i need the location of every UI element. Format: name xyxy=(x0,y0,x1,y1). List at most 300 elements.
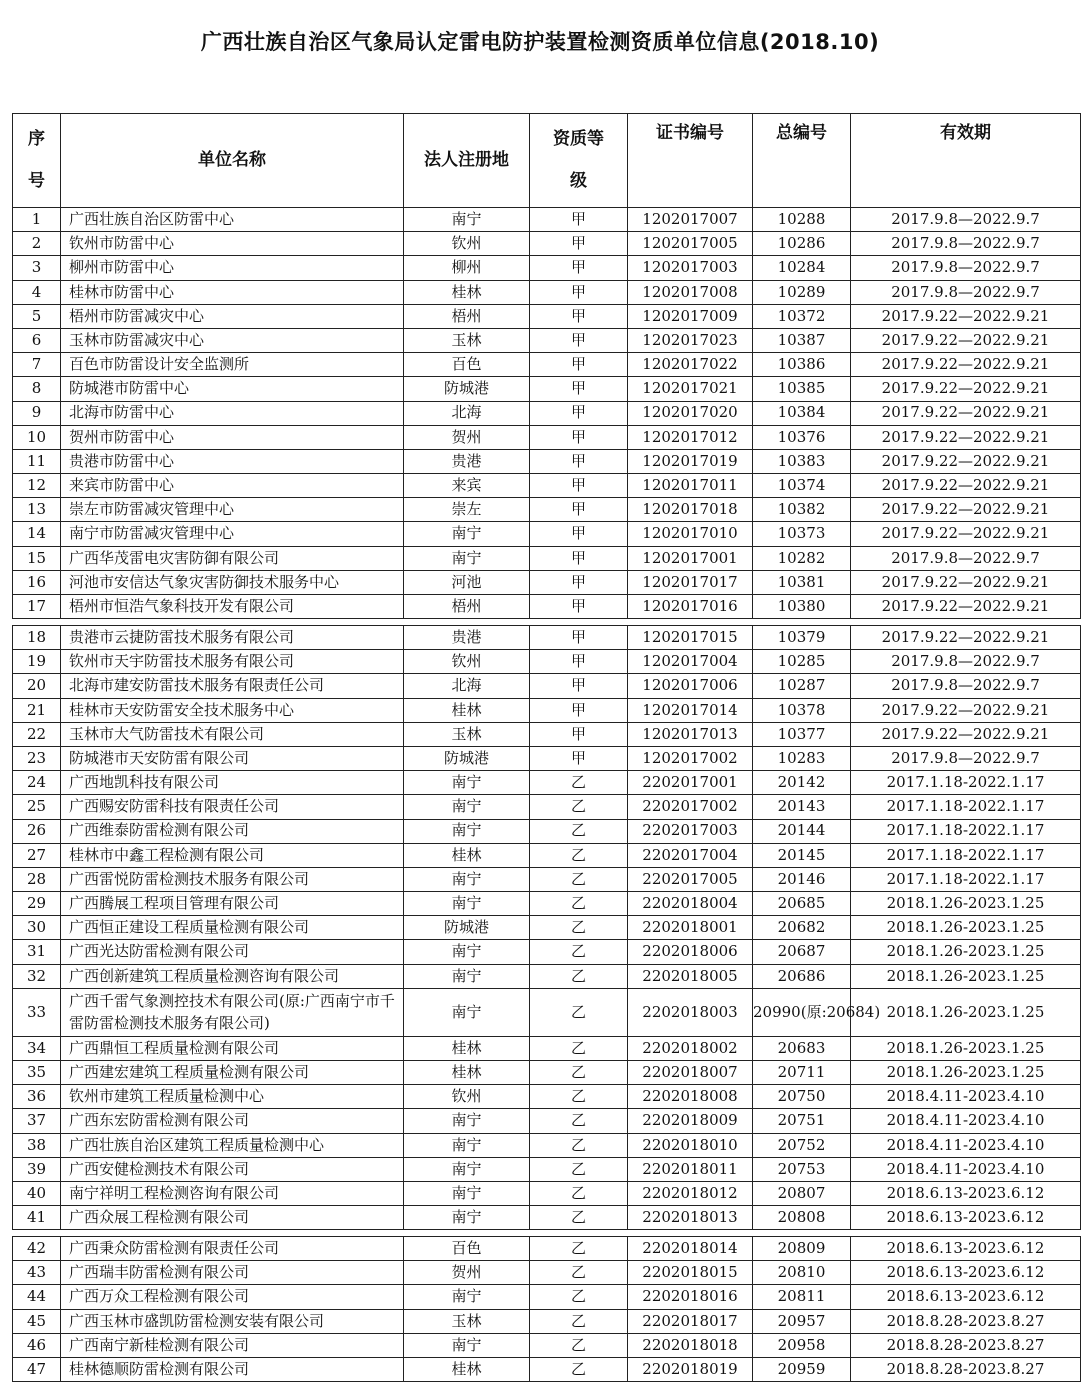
page-title: 广西壮族自治区气象局认定雷电防护装置检测资质单位信息(2018.10) xyxy=(200,30,880,54)
cell-cert-no: 1202017006 xyxy=(628,674,753,698)
cell-place: 南宁 xyxy=(404,1206,530,1230)
cell-total-no: 10386 xyxy=(753,353,851,377)
cell-cert-no: 1202017003 xyxy=(628,256,753,280)
cell-grade: 乙 xyxy=(530,1309,628,1333)
cell-cert-no: 1202017004 xyxy=(628,650,753,674)
table-row xyxy=(13,1333,1081,1357)
cell-unit-name: 贵港市云捷防雷技术服务有限公司 xyxy=(61,626,404,650)
cell-total-no: 10288 xyxy=(753,208,851,232)
cell-unit-name: 百色市防雷设计安全监测所 xyxy=(61,353,404,377)
cell-cert-no: 2202018001 xyxy=(628,916,753,940)
cell-grade: 甲 xyxy=(530,208,628,232)
cell-valid-period: 2018.1.26-2023.1.25 xyxy=(851,988,1081,1036)
cell-unit-name: 广西壮族自治区防雷中心 xyxy=(61,208,404,232)
cell-valid-period: 2017.9.22—2022.9.21 xyxy=(851,425,1081,449)
table-row xyxy=(13,208,1081,232)
cell-grade: 甲 xyxy=(530,425,628,449)
cell-grade: 乙 xyxy=(530,867,628,891)
header-cert: 证书编号 xyxy=(628,114,753,208)
cell-valid-period: 2018.1.26-2023.1.25 xyxy=(851,892,1081,916)
cell-cert-no: 2202018014 xyxy=(628,1237,753,1261)
cell-seq: 37 xyxy=(13,1109,61,1133)
cell-grade: 乙 xyxy=(530,1157,628,1181)
cell-unit-name: 广西光达防雷检测有限公司 xyxy=(61,940,404,964)
cell-cert-no: 1202017014 xyxy=(628,698,753,722)
cell-grade: 甲 xyxy=(530,674,628,698)
cell-place: 南宁 xyxy=(404,795,530,819)
cell-valid-period: 2018.4.11-2023.4.10 xyxy=(851,1085,1081,1109)
cell-total-no: 20145 xyxy=(753,843,851,867)
table-row xyxy=(13,795,1081,819)
cell-place: 南宁 xyxy=(404,1133,530,1157)
cell-unit-name: 钦州市防雷中心 xyxy=(61,232,404,256)
cell-grade: 甲 xyxy=(530,280,628,304)
cell-cert-no: 1202017018 xyxy=(628,498,753,522)
cell-valid-period: 2018.4.11-2023.4.10 xyxy=(851,1109,1081,1133)
cell-total-no: 10376 xyxy=(753,425,851,449)
table-row xyxy=(13,1157,1081,1181)
table-row xyxy=(13,650,1081,674)
cell-unit-name: 广西华茂雷电灾害防御有限公司 xyxy=(61,546,404,570)
cell-seq: 45 xyxy=(13,1309,61,1333)
cell-grade: 乙 xyxy=(530,1206,628,1230)
cell-cert-no: 2202017003 xyxy=(628,819,753,843)
cell-place: 南宁 xyxy=(404,892,530,916)
cell-place: 北海 xyxy=(404,674,530,698)
cell-seq: 32 xyxy=(13,964,61,988)
cell-valid-period: 2018.6.13-2023.6.12 xyxy=(851,1285,1081,1309)
cell-unit-name: 防城港市防雷中心 xyxy=(61,377,404,401)
cell-seq: 27 xyxy=(13,843,61,867)
cell-seq: 39 xyxy=(13,1157,61,1181)
cell-unit-name: 梧州市恒浩气象科技开发有限公司 xyxy=(61,595,404,619)
cell-seq: 19 xyxy=(13,650,61,674)
cell-total-no: 10286 xyxy=(753,232,851,256)
qualification-table-part-2 xyxy=(12,625,1081,1230)
cell-cert-no: 2202018019 xyxy=(628,1357,753,1381)
cell-grade: 乙 xyxy=(530,1085,628,1109)
cell-total-no: 10377 xyxy=(753,722,851,746)
cell-place: 南宁 xyxy=(404,771,530,795)
table-row xyxy=(13,377,1081,401)
cell-unit-name: 广西秉众防雷检测有限责任公司 xyxy=(61,1237,404,1261)
cell-total-no: 20957 xyxy=(753,1309,851,1333)
cell-total-no: 20685 xyxy=(753,892,851,916)
cell-seq: 14 xyxy=(13,522,61,546)
cell-place: 桂林 xyxy=(404,843,530,867)
table-row xyxy=(13,1285,1081,1309)
header-place: 法人注册地 xyxy=(404,114,530,208)
cell-seq: 43 xyxy=(13,1261,61,1285)
cell-cert-no: 1202017023 xyxy=(628,328,753,352)
cell-cert-no: 1202017011 xyxy=(628,474,753,498)
cell-place: 钦州 xyxy=(404,1085,530,1109)
cell-place: 南宁 xyxy=(404,867,530,891)
cell-total-no: 20808 xyxy=(753,1206,851,1230)
cell-place: 贺州 xyxy=(404,425,530,449)
cell-seq: 28 xyxy=(13,867,61,891)
cell-unit-name: 广西建宏建筑工程质量检测有限公司 xyxy=(61,1061,404,1085)
cell-unit-name: 梧州市防雷减灾中心 xyxy=(61,304,404,328)
cell-seq: 8 xyxy=(13,377,61,401)
cell-total-no: 10384 xyxy=(753,401,851,425)
cell-unit-name: 北海市建安防雷技术服务有限责任公司 xyxy=(61,674,404,698)
cell-seq: 29 xyxy=(13,892,61,916)
cell-cert-no: 1202017008 xyxy=(628,280,753,304)
cell-place: 南宁 xyxy=(404,940,530,964)
cell-seq: 26 xyxy=(13,819,61,843)
cell-seq: 2 xyxy=(13,232,61,256)
cell-total-no: 20810 xyxy=(753,1261,851,1285)
cell-grade: 甲 xyxy=(530,570,628,594)
cell-seq: 47 xyxy=(13,1357,61,1381)
cell-seq: 36 xyxy=(13,1085,61,1109)
table-row xyxy=(13,964,1081,988)
cell-grade: 乙 xyxy=(530,1285,628,1309)
cell-unit-name: 广西地凯科技有限公司 xyxy=(61,771,404,795)
cell-total-no: 10289 xyxy=(753,280,851,304)
cell-valid-period: 2018.4.11-2023.4.10 xyxy=(851,1133,1081,1157)
cell-grade: 甲 xyxy=(530,650,628,674)
cell-seq: 35 xyxy=(13,1061,61,1085)
cell-valid-period: 2017.9.8—2022.9.7 xyxy=(851,546,1081,570)
cell-cert-no: 2202018017 xyxy=(628,1309,753,1333)
cell-grade: 乙 xyxy=(530,819,628,843)
cell-cert-no: 2202018006 xyxy=(628,940,753,964)
cell-valid-period: 2017.9.8—2022.9.7 xyxy=(851,232,1081,256)
cell-place: 崇左 xyxy=(404,498,530,522)
table-row xyxy=(13,674,1081,698)
cell-place: 玉林 xyxy=(404,1309,530,1333)
cell-place: 南宁 xyxy=(404,819,530,843)
cell-cert-no: 2202018003 xyxy=(628,988,753,1036)
cell-total-no: 20146 xyxy=(753,867,851,891)
cell-unit-name: 广西壮族自治区建筑工程质量检测中心 xyxy=(61,1133,404,1157)
cell-place: 南宁 xyxy=(404,208,530,232)
cell-seq: 22 xyxy=(13,722,61,746)
cell-place: 南宁 xyxy=(404,1181,530,1205)
cell-cert-no: 2202018004 xyxy=(628,892,753,916)
cell-place: 来宾 xyxy=(404,474,530,498)
cell-unit-name: 广西恒正建设工程质量检测有限公司 xyxy=(61,916,404,940)
cell-seq: 13 xyxy=(13,498,61,522)
cell-place: 防城港 xyxy=(404,746,530,770)
cell-cert-no: 1202017009 xyxy=(628,304,753,328)
cell-grade: 乙 xyxy=(530,1133,628,1157)
cell-total-no: 20687 xyxy=(753,940,851,964)
cell-valid-period: 2018.1.26-2023.1.25 xyxy=(851,964,1081,988)
cell-place: 玉林 xyxy=(404,722,530,746)
cell-seq: 5 xyxy=(13,304,61,328)
table-row xyxy=(13,1206,1081,1230)
cell-valid-period: 2017.9.8—2022.9.7 xyxy=(851,256,1081,280)
cell-unit-name: 广西万众工程检测有限公司 xyxy=(61,1285,404,1309)
cell-unit-name: 广西东宏防雷检测有限公司 xyxy=(61,1109,404,1133)
cell-cert-no: 2202018012 xyxy=(628,1181,753,1205)
cell-cert-no: 1202017020 xyxy=(628,401,753,425)
cell-seq: 9 xyxy=(13,401,61,425)
cell-seq: 41 xyxy=(13,1206,61,1230)
cell-total-no: 10379 xyxy=(753,626,851,650)
cell-seq: 3 xyxy=(13,256,61,280)
cell-unit-name: 桂林市防雷中心 xyxy=(61,280,404,304)
cell-seq: 20 xyxy=(13,674,61,698)
table-row xyxy=(13,916,1081,940)
header-grade-line1: 资质等 xyxy=(553,128,604,149)
cell-grade: 乙 xyxy=(530,1237,628,1261)
cell-total-no: 20990(原:20684) xyxy=(753,988,851,1036)
cell-grade: 甲 xyxy=(530,256,628,280)
cell-unit-name: 广西赐安防雷科技有限责任公司 xyxy=(61,795,404,819)
cell-cert-no: 2202018007 xyxy=(628,1061,753,1085)
cell-grade: 甲 xyxy=(530,449,628,473)
cell-grade: 甲 xyxy=(530,595,628,619)
cell-grade: 乙 xyxy=(530,1036,628,1060)
cell-grade: 乙 xyxy=(530,795,628,819)
cell-total-no: 10373 xyxy=(753,522,851,546)
cell-unit-name: 来宾市防雷中心 xyxy=(61,474,404,498)
cell-total-no: 10387 xyxy=(753,328,851,352)
table-row xyxy=(13,722,1081,746)
cell-grade: 甲 xyxy=(530,522,628,546)
cell-seq: 31 xyxy=(13,940,61,964)
cell-cert-no: 2202018016 xyxy=(628,1285,753,1309)
cell-valid-period: 2017.9.22—2022.9.21 xyxy=(851,401,1081,425)
cell-total-no: 20711 xyxy=(753,1061,851,1085)
cell-valid-period: 2017.1.18-2022.1.17 xyxy=(851,771,1081,795)
table-row xyxy=(13,401,1081,425)
cell-seq: 40 xyxy=(13,1181,61,1205)
table-row xyxy=(13,328,1081,352)
cell-valid-period: 2017.9.22—2022.9.21 xyxy=(851,722,1081,746)
cell-total-no: 10282 xyxy=(753,546,851,570)
cell-cert-no: 1202017010 xyxy=(628,522,753,546)
cell-valid-period: 2017.9.8—2022.9.7 xyxy=(851,746,1081,770)
cell-total-no: 20811 xyxy=(753,1285,851,1309)
header-total: 总编号 xyxy=(753,114,851,208)
cell-grade: 甲 xyxy=(530,353,628,377)
cell-grade: 乙 xyxy=(530,1109,628,1133)
cell-valid-period: 2018.6.13-2023.6.12 xyxy=(851,1237,1081,1261)
cell-total-no: 10285 xyxy=(753,650,851,674)
cell-place: 南宁 xyxy=(404,988,530,1036)
cell-unit-name: 河池市安信达气象灾害防御技术服务中心 xyxy=(61,570,404,594)
cell-unit-name: 防城港市天安防雷有限公司 xyxy=(61,746,404,770)
cell-cert-no: 2202017002 xyxy=(628,795,753,819)
cell-unit-name: 广西众展工程检测有限公司 xyxy=(61,1206,404,1230)
cell-grade: 乙 xyxy=(530,916,628,940)
cell-valid-period: 2017.9.22—2022.9.21 xyxy=(851,474,1081,498)
cell-cert-no: 1202017007 xyxy=(628,208,753,232)
table-row xyxy=(13,819,1081,843)
table-row xyxy=(13,1061,1081,1085)
table-row xyxy=(13,988,1081,1036)
cell-total-no: 10385 xyxy=(753,377,851,401)
cell-cert-no: 1202017012 xyxy=(628,425,753,449)
cell-unit-name: 柳州市防雷中心 xyxy=(61,256,404,280)
cell-cert-no: 2202017005 xyxy=(628,867,753,891)
cell-total-no: 20142 xyxy=(753,771,851,795)
cell-unit-name: 广西鼎恒工程质量检测有限公司 xyxy=(61,1036,404,1060)
cell-cert-no: 2202018015 xyxy=(628,1261,753,1285)
cell-cert-no: 1202017017 xyxy=(628,570,753,594)
table-row xyxy=(13,1109,1081,1133)
cell-place: 桂林 xyxy=(404,698,530,722)
cell-valid-period: 2017.9.22—2022.9.21 xyxy=(851,595,1081,619)
table-row xyxy=(13,570,1081,594)
table-row xyxy=(13,280,1081,304)
cell-valid-period: 2017.1.18-2022.1.17 xyxy=(851,867,1081,891)
cell-unit-name: 贵港市防雷中心 xyxy=(61,449,404,473)
cell-valid-period: 2017.9.22—2022.9.21 xyxy=(851,377,1081,401)
table-row xyxy=(13,256,1081,280)
cell-unit-name: 桂林德顺防雷检测有限公司 xyxy=(61,1357,404,1381)
header-seq xyxy=(13,114,61,208)
cell-cert-no: 1202017001 xyxy=(628,546,753,570)
cell-unit-name: 玉林市防雷减灾中心 xyxy=(61,328,404,352)
cell-valid-period: 2018.6.13-2023.6.12 xyxy=(851,1206,1081,1230)
cell-valid-period: 2018.1.26-2023.1.25 xyxy=(851,1036,1081,1060)
cell-place: 南宁 xyxy=(404,522,530,546)
table-row xyxy=(13,1133,1081,1157)
cell-valid-period: 2018.6.13-2023.6.12 xyxy=(851,1261,1081,1285)
cell-grade: 乙 xyxy=(530,1261,628,1285)
cell-total-no: 10380 xyxy=(753,595,851,619)
cell-valid-period: 2018.4.11-2023.4.10 xyxy=(851,1157,1081,1181)
cell-cert-no: 1202017016 xyxy=(628,595,753,619)
cell-valid-period: 2018.8.28-2023.8.27 xyxy=(851,1333,1081,1357)
cell-grade: 甲 xyxy=(530,722,628,746)
cell-valid-period: 2017.9.22—2022.9.21 xyxy=(851,304,1081,328)
cell-valid-period: 2017.9.22—2022.9.21 xyxy=(851,449,1081,473)
cell-total-no: 10378 xyxy=(753,698,851,722)
cell-unit-name: 广西安健检测技术有限公司 xyxy=(61,1157,404,1181)
cell-seq: 24 xyxy=(13,771,61,795)
cell-total-no: 20683 xyxy=(753,1036,851,1060)
cell-unit-name: 广西玉林市盛凯防雷检测安装有限公司 xyxy=(61,1309,404,1333)
cell-cert-no: 2202017001 xyxy=(628,771,753,795)
cell-cert-no: 2202018010 xyxy=(628,1133,753,1157)
table-row xyxy=(13,771,1081,795)
cell-seq: 7 xyxy=(13,353,61,377)
cell-unit-name: 桂林市中鑫工程检测有限公司 xyxy=(61,843,404,867)
cell-grade: 甲 xyxy=(530,474,628,498)
cell-valid-period: 2018.1.26-2023.1.25 xyxy=(851,916,1081,940)
cell-place: 南宁 xyxy=(404,546,530,570)
cell-total-no: 20144 xyxy=(753,819,851,843)
cell-seq: 17 xyxy=(13,595,61,619)
qualification-table-part-1 xyxy=(12,113,1081,619)
cell-place: 梧州 xyxy=(404,595,530,619)
cell-unit-name: 广西创新建筑工程质量检测咨询有限公司 xyxy=(61,964,404,988)
cell-place: 百色 xyxy=(404,1237,530,1261)
table-row xyxy=(13,595,1081,619)
cell-cert-no: 2202018002 xyxy=(628,1036,753,1060)
cell-unit-name: 广西腾展工程项目管理有限公司 xyxy=(61,892,404,916)
cell-grade: 甲 xyxy=(530,401,628,425)
cell-place: 百色 xyxy=(404,353,530,377)
table-row xyxy=(13,474,1081,498)
table-row xyxy=(13,232,1081,256)
cell-cert-no: 2202018009 xyxy=(628,1109,753,1133)
cell-seq: 11 xyxy=(13,449,61,473)
cell-place: 桂林 xyxy=(404,280,530,304)
cell-cert-no: 2202018013 xyxy=(628,1206,753,1230)
header-seq-line1: 序 xyxy=(28,128,45,149)
cell-cert-no: 2202018011 xyxy=(628,1157,753,1181)
cell-place: 钦州 xyxy=(404,232,530,256)
cell-cert-no: 2202018018 xyxy=(628,1333,753,1357)
cell-total-no: 10287 xyxy=(753,674,851,698)
cell-valid-period: 2017.9.22—2022.9.21 xyxy=(851,353,1081,377)
cell-total-no: 20807 xyxy=(753,1181,851,1205)
cell-place: 防城港 xyxy=(404,916,530,940)
cell-place: 梧州 xyxy=(404,304,530,328)
table-row xyxy=(13,1237,1081,1261)
cell-total-no: 10382 xyxy=(753,498,851,522)
header-name: 单位名称 xyxy=(61,114,404,208)
cell-cert-no: 1202017013 xyxy=(628,722,753,746)
cell-seq: 12 xyxy=(13,474,61,498)
cell-valid-period: 2018.8.28-2023.8.27 xyxy=(851,1309,1081,1333)
cell-unit-name: 南宁祥明工程检测咨询有限公司 xyxy=(61,1181,404,1205)
header-grade xyxy=(530,114,628,208)
cell-cert-no: 1202017005 xyxy=(628,232,753,256)
cell-total-no: 10283 xyxy=(753,746,851,770)
cell-unit-name: 贺州市防雷中心 xyxy=(61,425,404,449)
cell-valid-period: 2018.1.26-2023.1.25 xyxy=(851,1061,1081,1085)
cell-grade: 乙 xyxy=(530,1181,628,1205)
cell-seq: 34 xyxy=(13,1036,61,1060)
cell-place: 桂林 xyxy=(404,1357,530,1381)
table-row xyxy=(13,498,1081,522)
cell-grade: 乙 xyxy=(530,964,628,988)
table-row xyxy=(13,1085,1081,1109)
cell-valid-period: 2017.9.22—2022.9.21 xyxy=(851,328,1081,352)
cell-total-no: 20752 xyxy=(753,1133,851,1157)
cell-grade: 甲 xyxy=(530,328,628,352)
cell-unit-name: 钦州市天宇防雷技术服务有限公司 xyxy=(61,650,404,674)
table-row xyxy=(13,1181,1081,1205)
cell-unit-name: 桂林市天安防雷安全技术服务中心 xyxy=(61,698,404,722)
cell-place: 北海 xyxy=(404,401,530,425)
cell-place: 南宁 xyxy=(404,1109,530,1133)
table-row xyxy=(13,940,1081,964)
cell-place: 防城港 xyxy=(404,377,530,401)
cell-unit-name: 南宁市防雷减灾管理中心 xyxy=(61,522,404,546)
cell-place: 桂林 xyxy=(404,1036,530,1060)
table-row xyxy=(13,626,1081,650)
cell-valid-period: 2017.1.18-2022.1.17 xyxy=(851,843,1081,867)
cell-seq: 23 xyxy=(13,746,61,770)
table-row xyxy=(13,425,1081,449)
cell-place: 南宁 xyxy=(404,1333,530,1357)
cell-cert-no: 1202017015 xyxy=(628,626,753,650)
cell-total-no: 20753 xyxy=(753,1157,851,1181)
cell-valid-period: 2017.9.8—2022.9.7 xyxy=(851,650,1081,674)
cell-cert-no: 1202017021 xyxy=(628,377,753,401)
cell-cert-no: 2202018008 xyxy=(628,1085,753,1109)
cell-unit-name: 广西雷悦防雷检测技术服务有限公司 xyxy=(61,867,404,891)
cell-unit-name: 广西千雷气象测控技术有限公司(原:广西南宁市千雷防雷检测技术服务有限公司) xyxy=(61,988,404,1036)
cell-valid-period: 2017.9.8—2022.9.7 xyxy=(851,208,1081,232)
cell-seq: 6 xyxy=(13,328,61,352)
table-row xyxy=(13,698,1081,722)
cell-place: 南宁 xyxy=(404,964,530,988)
cell-grade: 乙 xyxy=(530,988,628,1036)
cell-seq: 16 xyxy=(13,570,61,594)
cell-seq: 30 xyxy=(13,916,61,940)
